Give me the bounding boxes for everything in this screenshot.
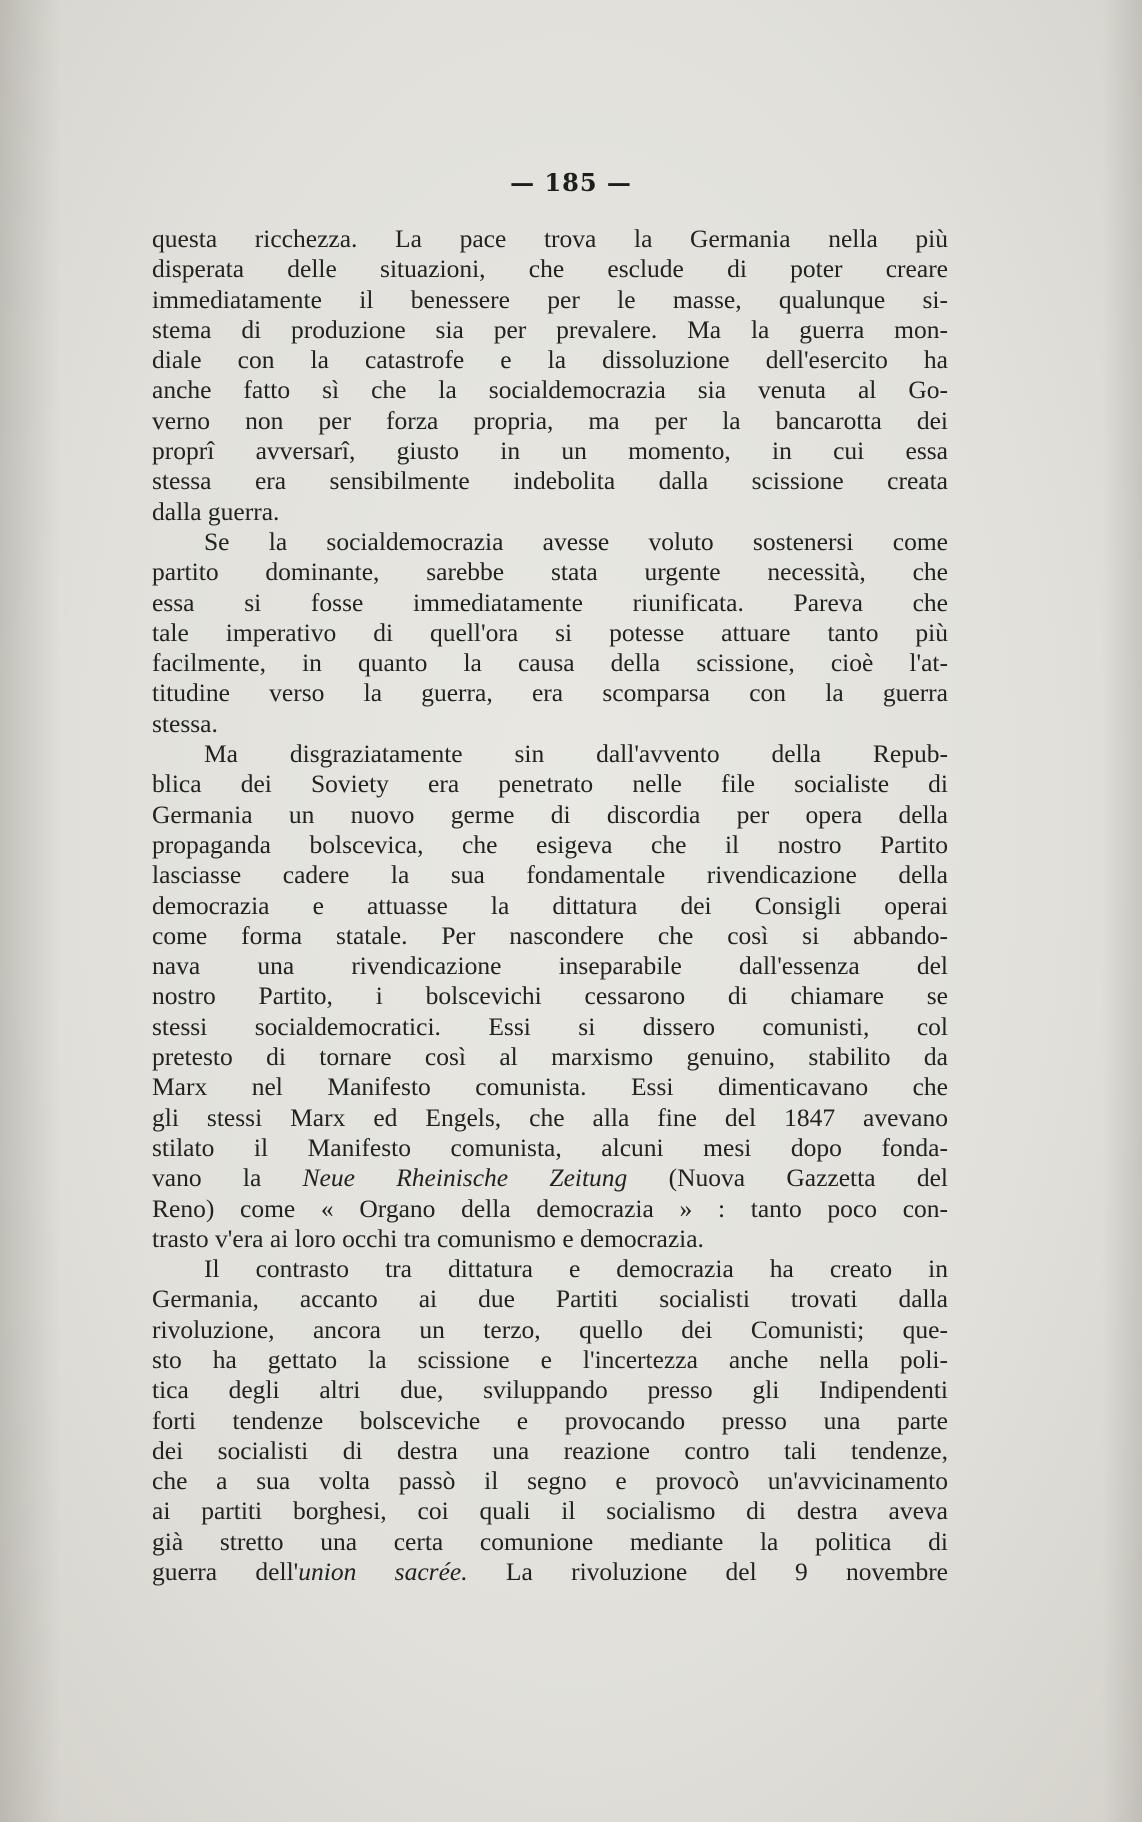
body-text — [152, 224, 948, 1587]
page-left-shadow — [0, 0, 60, 1822]
text-line: proprî avversarî, giusto in un momento, in cui essa — [152, 436, 948, 466]
text-line: pretesto di tornare così al marxismo genuino, stabilito da — [152, 1042, 948, 1072]
text-line: partito dominante, sarebbe stata urgente necessità, che — [152, 557, 948, 587]
text-line: già stretto una certa comunione mediante la politica di — [152, 1526, 948, 1556]
text-line: ai partiti borghesi, coi quali il socialismo di destra aveva — [152, 1496, 948, 1526]
text-line: Germania, accanto ai due Partiti socialisti trovati dalla — [152, 1284, 948, 1314]
text-line: stessi socialdemocratici. Essi si dissero comunisti, col — [152, 1011, 948, 1041]
text-line: diale con la catastrofe e la dissoluzione dell'esercito ha — [152, 345, 948, 375]
text-line: che a sua volta passò il segno e provocò un'avvicinamento — [152, 1466, 948, 1496]
text-line: forti tendenze bolsceviche e provocando presso una parte — [152, 1405, 948, 1435]
text-line: anche fatto sì che la socialdemocrazia sia venuta al Go- — [152, 375, 948, 405]
text-line: lasciasse cadere la sua fondamentale rivendicazione della — [152, 860, 948, 890]
text-line: come forma statale. Per nascondere che così si abbando- — [152, 920, 948, 950]
text-line: dei socialisti di destra una reazione contro tali tendenze, — [152, 1435, 948, 1465]
italic-title: Neue Rheinische Zeitung — [302, 1163, 628, 1193]
text-line: sto ha gettato la scissione e l'incertezza anche nella poli- — [152, 1344, 948, 1374]
text-line: democrazia e attuasse la dittatura dei Consigli operai — [152, 890, 948, 920]
text-line: stessa. — [152, 708, 218, 738]
text-line: Il contrasto tra dittatura e democrazia ha creato in — [204, 1254, 948, 1284]
text-line: disperata delle situazioni, che esclude di poter creare — [152, 254, 948, 284]
text-line: stilato il Manifesto comunista, alcuni mesi dopo fonda- — [152, 1132, 948, 1162]
text-line: essa si fosse immediatamente riunificata. Pareva che — [152, 587, 948, 617]
text-line: vano la Neue Rheinische Zeitung (Nuova Gazzetta del — [152, 1163, 948, 1193]
text-line: nostro Partito, i bolscevichi cessarono di chiamare se — [152, 981, 948, 1011]
text-line: gli stessi Marx ed Engels, che alla fine del 1847 avevano — [152, 1102, 948, 1132]
text-line: Reno) come « Organo della democrazia » : tanto poco con- — [152, 1193, 948, 1223]
text-line: nava una rivendicazione inseparabile dall'essenza del — [152, 951, 948, 981]
text-line: tale imperativo di quell'ora si potesse attuare tanto più — [152, 617, 948, 647]
text-line: titudine verso la guerra, era scomparsa con la guerra — [152, 678, 948, 708]
text-line: immediatamente il benessere per le masse, qualunque si- — [152, 284, 948, 314]
text-line: trasto v'era ai loro occhi tra comunismo e democrazia. — [152, 1223, 704, 1253]
text-line: propaganda bolscevica, che esigeva che il nostro Partito — [152, 829, 948, 859]
page-right-shadow — [1102, 0, 1142, 1822]
text-line: Se la socialdemocrazia avesse voluto sostenersi come — [204, 526, 948, 556]
text-line: Germania un nuovo germe di discordia per opera della — [152, 799, 948, 829]
text-line: guerra dell'union sacrée. La rivoluzione del 9 novembre — [152, 1557, 949, 1587]
text-line: dalla guerra. — [152, 496, 280, 526]
text-line: verno non per forza propria, ma per la bancarotta dei — [152, 405, 948, 435]
text-line: facilmente, in quanto la causa della scissione, cioè l'at- — [152, 648, 948, 678]
text-line: questa ricchezza. La pace trova la Germania nella più — [152, 224, 948, 253]
text-line: blica dei Soviety era penetrato nelle file socialiste di — [152, 769, 948, 799]
text-line: Ma disgraziatamente sin dall'avvento della Repub- — [204, 739, 948, 769]
text-line: Marx nel Manifesto comunista. Essi dimenticavano che — [152, 1072, 948, 1102]
text-line: rivoluzione, ancora un terzo, quello dei Comunisti; que- — [152, 1314, 948, 1344]
text-line: stema di produzione sia per prevalere. Ma la guerra mon- — [152, 314, 948, 344]
italic-title: union sacrée. — [298, 1557, 468, 1587]
text-line: tica degli altri due, sviluppando presso gli Indipendenti — [152, 1375, 948, 1405]
text-line: stessa era sensibilmente indebolita dalla scissione creata — [152, 466, 948, 496]
page-number: — 185 — — [510, 168, 632, 197]
